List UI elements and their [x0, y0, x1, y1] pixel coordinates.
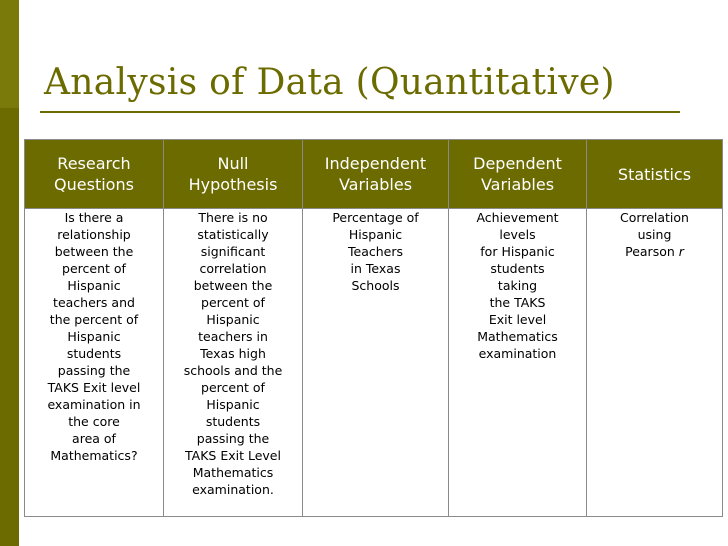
cell-null-hypothesis: There is no statistically significant correlation between the percent of Hispanic teachers in Texas high schools and the percent of Hispanic students passing the TAKS Exit Level Mathematics examination. — [164, 209, 303, 517]
left-accent-bar-top — [0, 0, 19, 108]
cell-research-question: Is there a relationship between the percent of Hispanic teachers and the percent of Hispanic students passing the TAKS Exit level examination in the core area of Mathematics? — [25, 209, 164, 517]
header-statistics: Statistics — [587, 140, 723, 209]
left-accent-bar — [0, 0, 19, 546]
header-independent-variables: Independent Variables — [303, 140, 449, 209]
header-dependent-variables: Dependent Variables — [449, 140, 587, 209]
table-header-row — [25, 140, 723, 209]
table-row — [25, 209, 723, 517]
title-underline — [40, 111, 680, 113]
cell-dependent-variable: Achievement levels for Hispanic students taking the TAKS Exit level Mathematics examination — [449, 209, 587, 517]
header-research-questions: Research Questions — [25, 140, 164, 209]
header-null-hypothesis: Null Hypothesis — [164, 140, 303, 209]
analysis-table — [24, 139, 723, 517]
slide-title: Analysis of Data (Quantitative) — [44, 62, 615, 103]
cell-statistics — [587, 209, 723, 517]
cell-independent-variable: Percentage of Hispanic Teachers in Texas Schools — [303, 209, 449, 517]
statistics-text: Correlation using Pearson r — [620, 210, 689, 259]
statistics-variable: r — [678, 244, 684, 259]
